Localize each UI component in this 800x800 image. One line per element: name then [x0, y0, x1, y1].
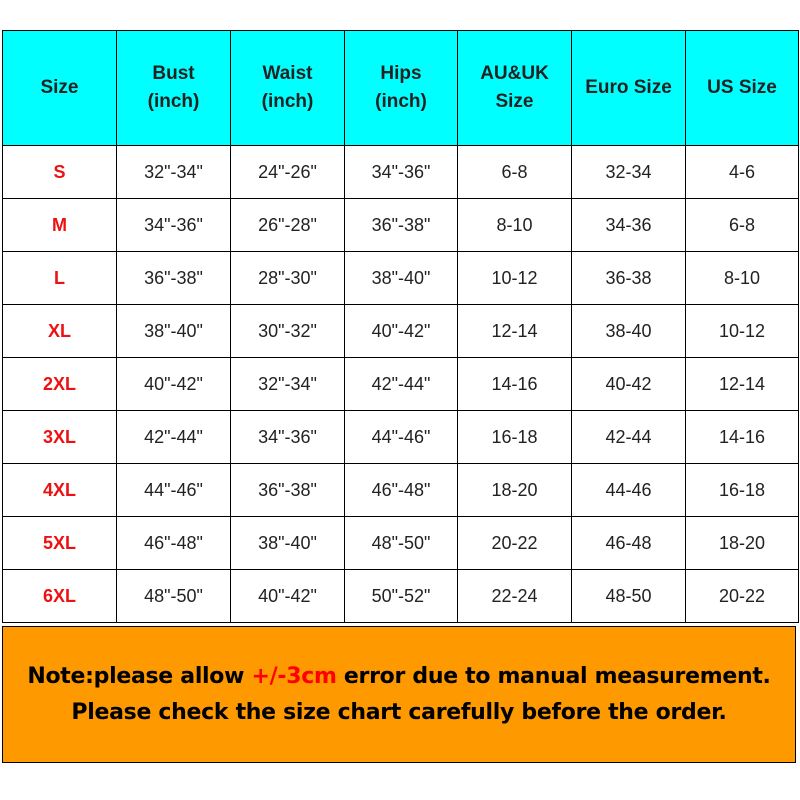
cell-waist: 26"-28"	[231, 199, 345, 252]
cell-hips: 48"-50"	[345, 517, 458, 570]
header-size: Size	[3, 31, 117, 146]
cell-us-size: 12-14	[686, 358, 799, 411]
cell-au-uk-size: 6-8	[458, 146, 572, 199]
cell-waist: 28"-30"	[231, 252, 345, 305]
table-body	[3, 146, 799, 623]
cell-bust: 36"-38"	[117, 252, 231, 305]
size-chart	[2, 30, 798, 623]
cell-bust: 38"-40"	[117, 305, 231, 358]
cell-euro-size: 48-50	[572, 570, 686, 623]
note-prefix: Note:please allow	[27, 663, 252, 689]
cell-us-size: 6-8	[686, 199, 799, 252]
cell-us-size: 14-16	[686, 411, 799, 464]
cell-size: M	[3, 199, 117, 252]
cell-bust: 32"-34"	[117, 146, 231, 199]
cell-size: S	[3, 146, 117, 199]
note-suffix: error due to manual measurement.	[336, 663, 771, 689]
cell-size: 2XL	[3, 358, 117, 411]
table-row	[3, 305, 799, 358]
cell-au-uk-size: 18-20	[458, 464, 572, 517]
cell-size: 3XL	[3, 411, 117, 464]
cell-euro-size: 38-40	[572, 305, 686, 358]
cell-bust: 44"-46"	[117, 464, 231, 517]
cell-waist: 36"-38"	[231, 464, 345, 517]
table-row	[3, 464, 799, 517]
cell-hips: 38"-40"	[345, 252, 458, 305]
note-box	[2, 626, 796, 763]
cell-hips: 42"-44"	[345, 358, 458, 411]
cell-us-size: 20-22	[686, 570, 799, 623]
cell-size: 6XL	[3, 570, 117, 623]
cell-bust: 34"-36"	[117, 199, 231, 252]
cell-au-uk-size: 8-10	[458, 199, 572, 252]
cell-euro-size: 42-44	[572, 411, 686, 464]
cell-waist: 24"-26"	[231, 146, 345, 199]
cell-waist: 30"-32"	[231, 305, 345, 358]
header-euro-size: Euro Size	[572, 31, 686, 146]
header-bust: Bust (inch)	[117, 31, 231, 146]
cell-size: XL	[3, 305, 117, 358]
cell-waist: 32"-34"	[231, 358, 345, 411]
note-line-1	[27, 659, 770, 695]
cell-us-size: 16-18	[686, 464, 799, 517]
cell-au-uk-size: 22-24	[458, 570, 572, 623]
table-row	[3, 570, 799, 623]
table-row	[3, 517, 799, 570]
cell-bust: 42"-44"	[117, 411, 231, 464]
cell-bust: 48"-50"	[117, 570, 231, 623]
note-line-2: Please check the size chart carefully before the order.	[71, 699, 727, 725]
cell-bust: 46"-48"	[117, 517, 231, 570]
table-row	[3, 146, 799, 199]
cell-hips: 44"-46"	[345, 411, 458, 464]
header-row	[3, 31, 799, 146]
cell-au-uk-size: 14-16	[458, 358, 572, 411]
cell-au-uk-size: 16-18	[458, 411, 572, 464]
cell-euro-size: 36-38	[572, 252, 686, 305]
header-hips: Hips (inch)	[345, 31, 458, 146]
cell-euro-size: 40-42	[572, 358, 686, 411]
cell-euro-size: 46-48	[572, 517, 686, 570]
cell-waist: 34"-36"	[231, 411, 345, 464]
header-au-uk-size: AU&UK Size	[458, 31, 572, 146]
cell-us-size: 10-12	[686, 305, 799, 358]
cell-hips: 46"-48"	[345, 464, 458, 517]
cell-hips: 36"-38"	[345, 199, 458, 252]
cell-us-size: 8-10	[686, 252, 799, 305]
cell-waist: 38"-40"	[231, 517, 345, 570]
table-row	[3, 411, 799, 464]
size-table	[2, 30, 799, 623]
cell-us-size: 4-6	[686, 146, 799, 199]
cell-size: L	[3, 252, 117, 305]
cell-size: 5XL	[3, 517, 117, 570]
cell-waist: 40"-42"	[231, 570, 345, 623]
cell-us-size: 18-20	[686, 517, 799, 570]
cell-euro-size: 44-46	[572, 464, 686, 517]
cell-hips: 34"-36"	[345, 146, 458, 199]
cell-au-uk-size: 10-12	[458, 252, 572, 305]
header-waist: Waist (inch)	[231, 31, 345, 146]
table-row	[3, 252, 799, 305]
cell-hips: 40"-42"	[345, 305, 458, 358]
table-row	[3, 358, 799, 411]
note-tolerance: +/-3cm	[251, 663, 337, 689]
cell-euro-size: 34-36	[572, 199, 686, 252]
cell-au-uk-size: 12-14	[458, 305, 572, 358]
cell-au-uk-size: 20-22	[458, 517, 572, 570]
cell-size: 4XL	[3, 464, 117, 517]
table-row	[3, 199, 799, 252]
header-us-size: US Size	[686, 31, 799, 146]
cell-hips: 50"-52"	[345, 570, 458, 623]
cell-euro-size: 32-34	[572, 146, 686, 199]
cell-bust: 40"-42"	[117, 358, 231, 411]
